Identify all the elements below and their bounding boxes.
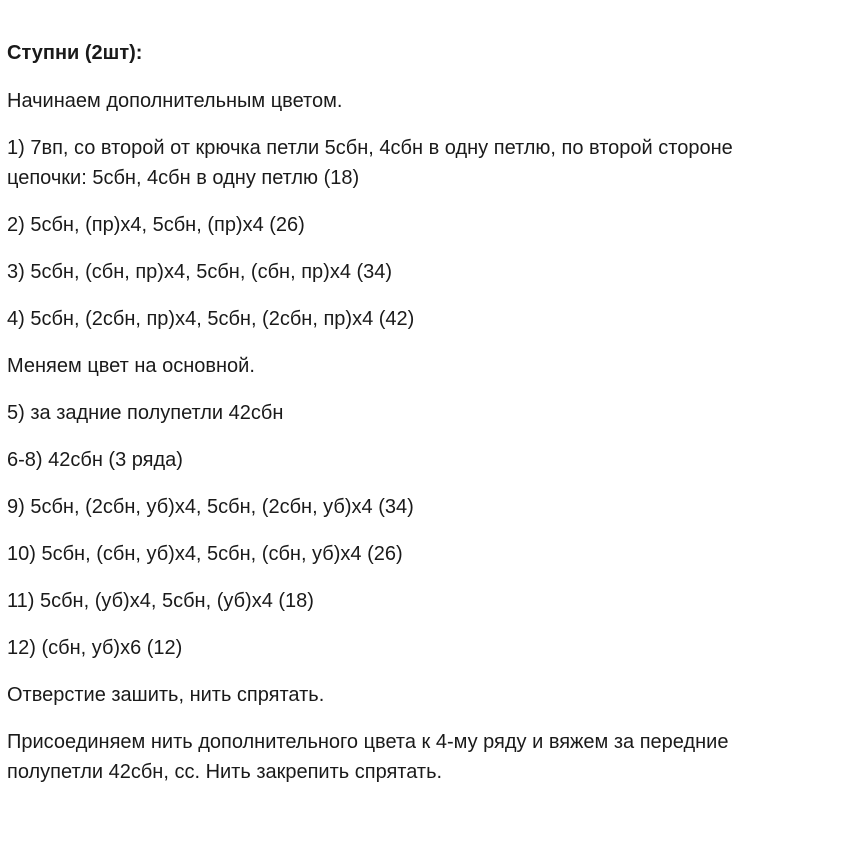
paragraph-line: Меняем цвет на основной. bbox=[7, 355, 255, 377]
paragraph-row-10 bbox=[7, 539, 852, 569]
paragraph-row-6-8 bbox=[7, 445, 852, 475]
paragraph-attach bbox=[7, 727, 852, 787]
paragraph-line: 6-8) 42сбн (3 ряда) bbox=[7, 449, 183, 471]
paragraph-row-1 bbox=[7, 133, 852, 193]
paragraph-line: 2) 5сбн, (пр)х4, 5сбн, (пр)х4 (26) bbox=[7, 214, 305, 236]
paragraph-line: цепочки: 5сбн, 4сбн в одну петлю (18) bbox=[7, 167, 360, 189]
paragraph-line: 3) 5сбн, (сбн, пр)х4, 5сбн, (сбн, пр)х4 (34) bbox=[7, 261, 393, 283]
paragraph-line: 5) за задние полупетли 42сбн bbox=[7, 402, 284, 424]
paragraph-line: 11) 5сбн, (уб)х4, 5сбн, (уб)х4 (18) bbox=[7, 590, 314, 612]
paragraph-line: 10) 5сбн, (сбн, уб)х4, 5сбн, (сбн, уб)х4 (26) bbox=[7, 543, 403, 565]
paragraph-line: Отверстие зашить, нить спрятать. bbox=[7, 684, 325, 706]
paragraph-line: 9) 5сбн, (2сбн, уб)х4, 5сбн, (2сбн, уб)х4 (34) bbox=[7, 496, 414, 518]
paragraph-row-3 bbox=[7, 257, 852, 287]
paragraph-row-4 bbox=[7, 304, 852, 334]
paragraph-finish bbox=[7, 680, 852, 710]
paragraph-color-change bbox=[7, 351, 852, 381]
document-title: Ступни (2шт): bbox=[7, 42, 143, 64]
paragraph-line: Присоединяем нить дополнительного цвета к 4-му ряду и вяжем за передние bbox=[7, 731, 729, 753]
paragraph-line: 1) 7вп, со второй от крючка петли 5сбн, 4сбн в одну петлю, по второй стороне bbox=[7, 137, 733, 159]
paragraph-line: Начинаем дополнительным цветом. bbox=[7, 90, 343, 112]
paragraph-intro bbox=[7, 86, 852, 116]
paragraph-row-11 bbox=[7, 586, 852, 616]
pattern-document bbox=[7, 38, 852, 804]
paragraph-line: 4) 5сбн, (2сбн, пр)х4, 5сбн, (2сбн, пр)х4 (42) bbox=[7, 308, 415, 330]
paragraph-row-5 bbox=[7, 398, 852, 428]
paragraph-row-9 bbox=[7, 492, 852, 522]
paragraph-row-2 bbox=[7, 210, 852, 240]
paragraph-line: 12) (сбн, уб)х6 (12) bbox=[7, 637, 183, 659]
paragraph-row-12 bbox=[7, 633, 852, 663]
paragraph-line: полупетли 42сбн, сс. Нить закрепить спрятать. bbox=[7, 761, 443, 783]
